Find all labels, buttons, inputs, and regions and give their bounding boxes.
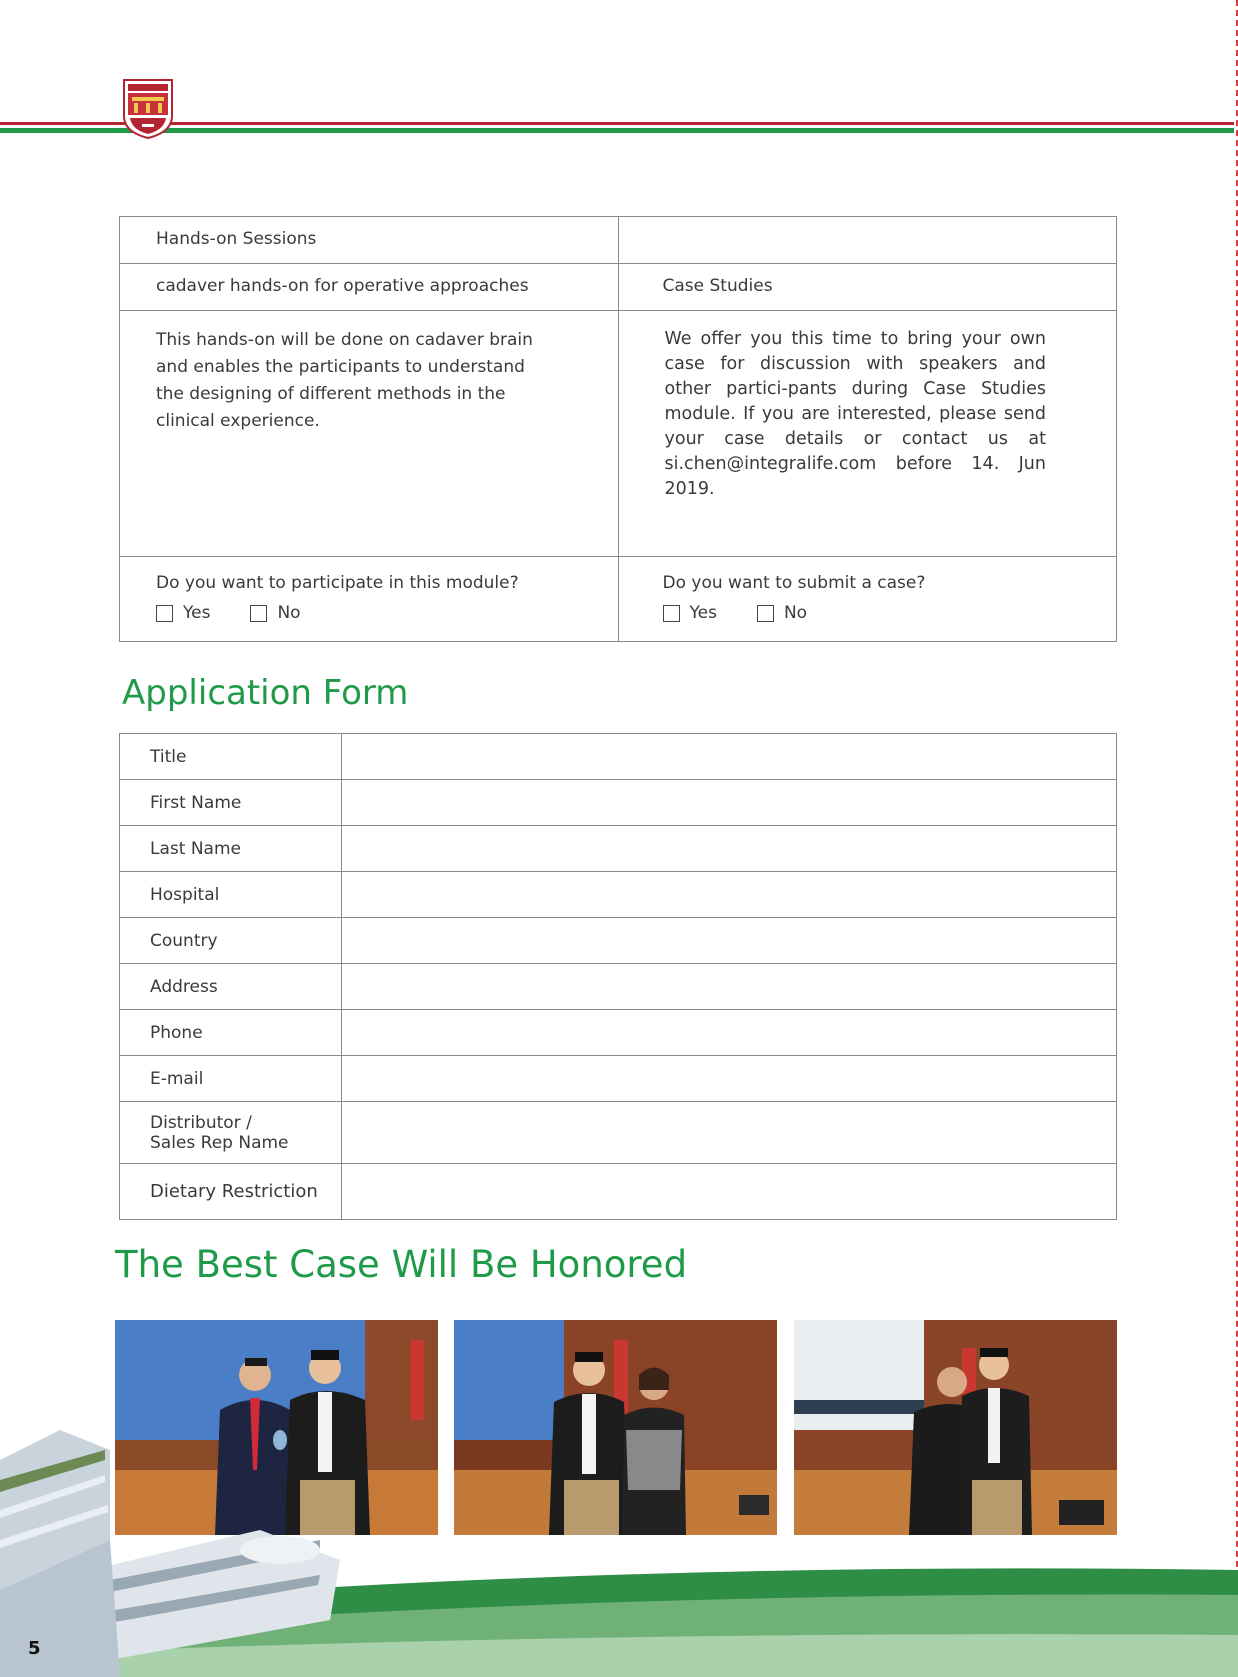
phone-label: Phone — [120, 1010, 342, 1056]
case-studies-title: Case Studies — [662, 276, 773, 296]
submit-case-no-label: No — [783, 603, 808, 623]
form-row-email — [120, 1056, 1117, 1102]
distributor-label-line2: Sales Rep Name — [150, 1132, 289, 1153]
form-row-phone — [120, 1010, 1117, 1056]
submit-case-yes-checkbox[interactable] — [663, 605, 680, 622]
form-row-dietary — [120, 1164, 1117, 1220]
participate-no-checkbox[interactable] — [250, 605, 267, 622]
participate-yes-option[interactable] — [156, 603, 210, 623]
distributor-field[interactable] — [342, 1102, 1117, 1164]
title-field[interactable] — [342, 734, 1117, 780]
last-name-label: Last Name — [120, 826, 342, 872]
form-row-country — [120, 918, 1117, 964]
hospital-label: Hospital — [120, 872, 342, 918]
dietary-field[interactable] — [342, 1164, 1117, 1220]
submit-case-question: Do you want to submit a case? — [662, 573, 926, 593]
form-row-distributor — [120, 1102, 1117, 1164]
case-studies-description: We offer you this time to bring your own case for discussion with speakers and other partici-pants during Case Studies module. If you are interested, please send your case details or contact us at si.chen@integralife.com before 14. Jun 2019. — [664, 329, 1046, 499]
first-name-field[interactable] — [342, 780, 1117, 826]
email-field[interactable] — [342, 1056, 1117, 1102]
participate-question: Do you want to participate in this module? — [156, 573, 519, 593]
participate-no-option[interactable] — [250, 603, 300, 623]
page-number: 5 — [28, 1638, 41, 1659]
email-label: E-mail — [120, 1056, 342, 1102]
phone-field[interactable] — [342, 1010, 1117, 1056]
first-name-label: First Name — [120, 780, 342, 826]
submit-case-yes-option[interactable] — [663, 603, 717, 623]
sessions-table — [119, 216, 1117, 642]
dietary-label: Dietary Restriction — [120, 1164, 342, 1220]
distributor-label-line1: Distributor / — [150, 1112, 252, 1133]
distributor-label — [120, 1102, 342, 1164]
hands-on-description: This hands-on will be done on cadaver brain and enables the participants to understand the designing of different methods in the clinical experience. — [156, 330, 533, 431]
form-row-last-name — [120, 826, 1117, 872]
last-name-field[interactable] — [342, 826, 1117, 872]
hospital-crest-logo — [122, 78, 174, 140]
address-field[interactable] — [342, 964, 1117, 1010]
participate-yes-checkbox[interactable] — [156, 605, 173, 622]
submit-case-no-checkbox[interactable] — [757, 605, 774, 622]
honored-title: The Best Case Will Be Honored — [115, 1243, 688, 1286]
application-form-table — [119, 733, 1117, 1220]
address-label: Address — [120, 964, 342, 1010]
form-row-first-name — [120, 780, 1117, 826]
participate-no-label: No — [277, 603, 301, 623]
form-row-title — [120, 734, 1117, 780]
submit-case-no-option[interactable] — [757, 603, 807, 623]
form-row-address — [120, 964, 1117, 1010]
case-header — [619, 217, 1117, 229]
form-row-hospital — [120, 872, 1117, 918]
header-rule — [0, 122, 1234, 133]
footer-building-illustration — [0, 1420, 1238, 1677]
title-label: Title — [120, 734, 342, 780]
country-label: Country — [120, 918, 342, 964]
submit-case-yes-label: Yes — [689, 603, 717, 623]
hands-on-header: Hands-on Sessions — [156, 229, 317, 249]
participate-yes-label: Yes — [183, 603, 211, 623]
application-form-title: Application Form — [122, 673, 409, 713]
hands-on-subtitle: cadaver hands-on for operative approaches — [156, 276, 529, 296]
country-field[interactable] — [342, 918, 1117, 964]
hospital-field[interactable] — [342, 872, 1117, 918]
